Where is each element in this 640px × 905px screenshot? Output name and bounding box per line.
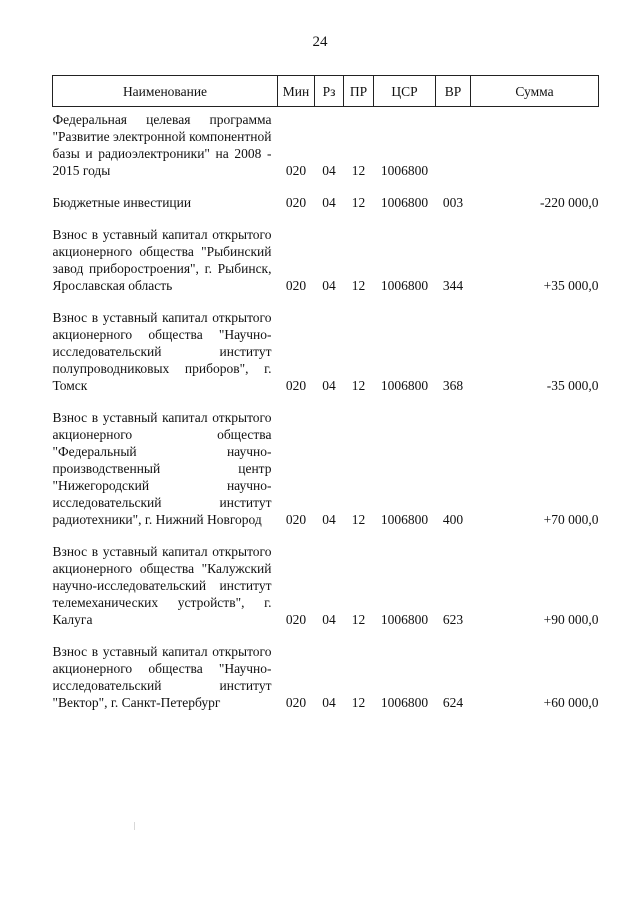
row-name: Федеральная целевая программа "Развитие электронной компонентной базы и радиоэлектроники" на 2008 - 2015 годы	[52, 112, 272, 178]
row-pr: 12	[351, 378, 366, 393]
row-rz: 04	[322, 695, 336, 710]
row-sum: +90 000,0	[543, 612, 599, 627]
table-header-row	[53, 76, 599, 107]
row-rz: 04	[322, 195, 336, 210]
header-csr: ЦСР	[374, 76, 436, 107]
row-vr: 368	[442, 378, 464, 393]
row-rz: 04	[322, 163, 336, 178]
header-pr: ПР	[344, 76, 374, 107]
row-csr: 1006800	[380, 163, 429, 178]
row-vr: 344	[442, 278, 464, 293]
row-rz: 04	[322, 378, 336, 393]
row-csr: 1006800	[380, 195, 429, 210]
table-row	[53, 532, 599, 632]
row-vr: 400	[442, 512, 464, 527]
table-row	[53, 398, 599, 532]
row-rz: 04	[322, 612, 336, 627]
row-name: Бюджетные инвестиции	[52, 195, 192, 210]
row-csr: 1006800	[380, 278, 429, 293]
row-pr: 12	[351, 512, 366, 527]
row-sum: -220 000,0	[540, 195, 599, 210]
row-sum: +35 000,0	[543, 278, 599, 293]
row-rz: 04	[322, 278, 336, 293]
row-min: 020	[285, 378, 307, 393]
row-vr: 623	[442, 612, 464, 627]
row-pr: 12	[351, 612, 366, 627]
page-number: 24	[312, 34, 328, 50]
header-sum: Сумма	[471, 76, 599, 107]
table-row	[53, 298, 599, 398]
row-min: 020	[285, 163, 307, 178]
row-pr: 12	[351, 195, 366, 210]
table-row	[53, 183, 599, 215]
row-pr: 12	[351, 695, 366, 710]
row-name: Взнос в уставный капитал открытого акционерного общества "Рыбинский завод приборостроения", г. Рыбинск, Ярославская область	[52, 227, 272, 293]
budget-table	[52, 75, 599, 715]
table-row	[53, 107, 599, 184]
header-vr: ВР	[436, 76, 471, 107]
row-vr: 003	[442, 195, 464, 210]
row-csr: 1006800	[380, 695, 429, 710]
row-pr: 12	[351, 163, 366, 178]
row-min: 020	[285, 512, 307, 527]
row-vr: 624	[442, 695, 464, 710]
row-sum: -35 000,0	[546, 378, 599, 393]
row-min: 020	[285, 612, 307, 627]
scan-artifact	[134, 822, 135, 830]
header-rz: Рз	[315, 76, 344, 107]
row-name: Взнос в уставный капитал открытого акционерного общества "Научно-исследовательский институт "Вектор", г. Санкт-Петербург	[52, 644, 272, 710]
header-name: Наименование	[53, 76, 278, 107]
row-sum: +70 000,0	[543, 512, 599, 527]
row-vr	[436, 107, 471, 184]
row-sum: +60 000,0	[543, 695, 599, 710]
row-rz: 04	[322, 512, 336, 527]
row-csr: 1006800	[380, 378, 429, 393]
row-pr: 12	[351, 278, 366, 293]
table-row	[53, 215, 599, 298]
row-name: Взнос в уставный капитал открытого акционерного общества "Федеральный научно-производственный центр "Нижегородский научно-исследовательский институт радиотехники", г. Нижний Новгород	[52, 410, 272, 527]
row-csr: 1006800	[380, 612, 429, 627]
row-min: 020	[285, 278, 307, 293]
row-sum	[471, 107, 599, 184]
row-name: Взнос в уставный капитал открытого акционерного общества "Калужский научно-исследовательский институт телемеханических устройств", г. Калуга	[52, 544, 272, 627]
row-min: 020	[285, 195, 307, 210]
row-min: 020	[285, 695, 307, 710]
row-name: Взнос в уставный капитал открытого акционерного общества "Научно-исследовательский институт полупроводниковых приборов", г. Томск	[52, 310, 272, 393]
row-csr: 1006800	[380, 512, 429, 527]
table-row	[53, 632, 599, 715]
header-min: Мин	[278, 76, 315, 107]
